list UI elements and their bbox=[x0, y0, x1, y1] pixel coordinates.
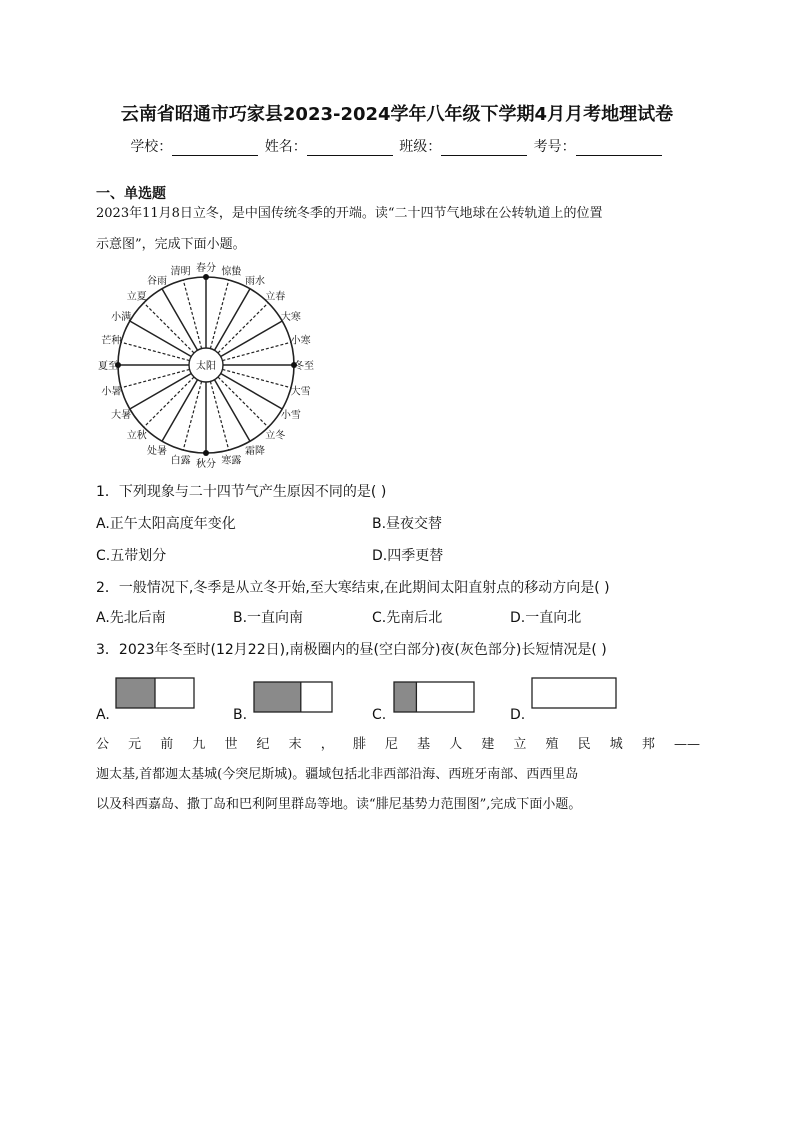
intro2-line1-char: 纪 bbox=[256, 737, 270, 752]
intro2-line1-char: 邦 bbox=[641, 737, 655, 752]
intro2-line1-char: 建 bbox=[481, 737, 495, 752]
class-blank[interactable] bbox=[441, 141, 527, 156]
intro2-line1-char: 殖 bbox=[545, 737, 559, 752]
term-ray bbox=[183, 280, 201, 349]
intro2-line1-char: 九 bbox=[192, 737, 206, 752]
sun-label: 太阳 bbox=[196, 361, 216, 372]
intro2-line1-char: 元 bbox=[128, 737, 142, 752]
intro2-line1-char: 人 bbox=[449, 737, 463, 752]
term-ray bbox=[221, 321, 282, 357]
term-ray bbox=[144, 303, 194, 353]
q2-option-a[interactable]: A.先北后南 bbox=[96, 610, 166, 626]
q3-option-b[interactable]: B. bbox=[233, 707, 248, 723]
term-ray bbox=[121, 342, 190, 360]
term-label: 清明 bbox=[170, 266, 191, 278]
solar-terms-diagram bbox=[98, 263, 318, 470]
q1-option-c[interactable]: C.五带划分 bbox=[96, 548, 167, 564]
term-ray bbox=[162, 289, 198, 350]
term-ray bbox=[130, 374, 191, 410]
section-title: 一、单选题 bbox=[96, 186, 166, 202]
term-label: 小寒 bbox=[290, 335, 311, 347]
term-ray bbox=[130, 321, 191, 357]
intro1-line2: 示意图”，完成下面小题。 bbox=[96, 237, 246, 252]
term-ray bbox=[222, 342, 291, 360]
term-ray bbox=[222, 369, 291, 387]
term-label: 谷雨 bbox=[147, 276, 167, 288]
name-label: 姓名： bbox=[264, 139, 307, 155]
intro-paragraph-2 bbox=[96, 733, 700, 817]
intro2-line1-char: 世 bbox=[224, 737, 238, 752]
cardinal-dot bbox=[203, 450, 209, 456]
student-info-line bbox=[0, 136, 794, 156]
intro2-line1-char: ， bbox=[320, 737, 334, 752]
q3-option-c[interactable]: C. bbox=[372, 707, 387, 723]
term-ray bbox=[121, 369, 190, 387]
number-blank[interactable] bbox=[576, 141, 662, 156]
q3-bar-c bbox=[388, 680, 478, 716]
cardinal-dot bbox=[203, 274, 209, 280]
term-label: 小雪 bbox=[280, 410, 301, 421]
intro2-line1 bbox=[96, 733, 700, 757]
term-label: 白露 bbox=[170, 455, 191, 467]
term-label: 惊蛰 bbox=[221, 266, 242, 278]
term-label: 冬至 bbox=[294, 361, 314, 372]
intro2-line1-char: 民 bbox=[577, 737, 591, 752]
name-blank[interactable] bbox=[307, 141, 393, 156]
term-label: 小暑 bbox=[101, 386, 122, 398]
question-2-stem: 2．一般情况下,冬季是从立冬开始,至大寒结束,在此期间太阳直射点的移动方向是( ) bbox=[96, 580, 610, 596]
term-label: 大暑 bbox=[111, 410, 132, 421]
term-ray bbox=[210, 280, 228, 349]
term-ray bbox=[210, 381, 228, 450]
term-label: 立春 bbox=[265, 291, 286, 303]
school-blank[interactable] bbox=[172, 141, 258, 156]
term-ray bbox=[183, 381, 201, 450]
night-portion bbox=[116, 678, 155, 708]
question-1-stem: 1．下列现象与二十四节气产生原因不同的是( ) bbox=[96, 484, 387, 500]
night-portion bbox=[394, 682, 416, 712]
term-ray bbox=[144, 377, 194, 427]
term-label: 大雪 bbox=[290, 386, 311, 398]
intro2-line1-char: 末 bbox=[288, 737, 302, 752]
q1-option-d[interactable]: D.四季更替 bbox=[372, 548, 444, 564]
night-portion bbox=[254, 682, 301, 712]
term-ray bbox=[215, 380, 251, 441]
term-ray bbox=[162, 380, 198, 441]
term-label: 雨水 bbox=[245, 276, 265, 288]
intro2-line1-char: —— bbox=[673, 737, 700, 752]
q3-bar-a bbox=[110, 676, 200, 716]
term-label: 处暑 bbox=[147, 445, 167, 457]
q3-option-a[interactable]: A. bbox=[96, 707, 110, 723]
intro2-line1-char: 前 bbox=[160, 737, 174, 752]
q1-option-a[interactable]: A.正午太阳高度年变化 bbox=[96, 516, 236, 532]
question-3-stem: 3．2023年冬至时(12月22日),南极圈内的昼(空白部分)夜(灰色部分)长短情况是( ) bbox=[96, 642, 607, 658]
q3-option-d[interactable]: D. bbox=[510, 707, 526, 723]
day-night-bar-outline bbox=[532, 678, 616, 708]
term-ray bbox=[218, 377, 268, 427]
term-label: 夏至 bbox=[98, 361, 118, 372]
q3-bar-d bbox=[526, 676, 616, 712]
term-label: 小满 bbox=[111, 312, 132, 323]
q2-option-d[interactable]: D.一直向北 bbox=[510, 610, 582, 626]
term-label: 立夏 bbox=[126, 291, 147, 303]
term-label: 大寒 bbox=[280, 312, 301, 323]
intro2-line1-char: 城 bbox=[609, 737, 623, 752]
term-label: 春分 bbox=[196, 263, 216, 274]
q3-bar-b bbox=[248, 680, 338, 716]
intro2-line1-char: 立 bbox=[513, 737, 527, 752]
class-label: 班级： bbox=[399, 139, 442, 155]
intro2-line3: 以及科西嘉岛、撒丁岛和巴利阿里群岛等地。读“腓尼基势力范围图”,完成下面小题。 bbox=[96, 797, 582, 812]
term-label: 寒露 bbox=[221, 455, 242, 467]
term-ray bbox=[215, 289, 251, 350]
school-label: 学校： bbox=[130, 139, 173, 155]
intro2-line1-char: 基 bbox=[417, 737, 431, 752]
intro2-line1-char: 公 bbox=[96, 737, 110, 752]
term-label: 秋分 bbox=[196, 459, 216, 470]
term-ray bbox=[221, 374, 282, 410]
term-label: 立秋 bbox=[126, 430, 147, 442]
term-label: 霜降 bbox=[245, 445, 265, 457]
term-label: 芒种 bbox=[101, 335, 122, 347]
intro2-line1-char: 尼 bbox=[384, 737, 398, 752]
intro2-line1-char: 腓 bbox=[352, 737, 366, 752]
term-label: 立冬 bbox=[265, 430, 286, 442]
q1-option-b[interactable]: B.昼夜交替 bbox=[372, 516, 443, 532]
term-ray bbox=[218, 303, 268, 353]
q2-option-c[interactable]: C.先南后北 bbox=[372, 610, 443, 626]
intro-paragraph-1 bbox=[96, 202, 700, 257]
number-label: 考号： bbox=[533, 139, 576, 155]
page-title: 云南省昭通市巧家县2023-2024学年八年级下学期4月月考地理试卷 bbox=[120, 104, 674, 125]
intro1-line1: 2023年11月8日立冬，是中国传统冬季的开端。读“二十四节气地球在公转轨道上的位置 bbox=[96, 206, 603, 221]
intro2-line2: 迦太基,首都迦太基城(今突尼斯城)。疆域包括北非西部沿海、西班牙南部、西西里岛 bbox=[96, 767, 579, 782]
q2-option-b[interactable]: B.一直向南 bbox=[233, 610, 304, 626]
